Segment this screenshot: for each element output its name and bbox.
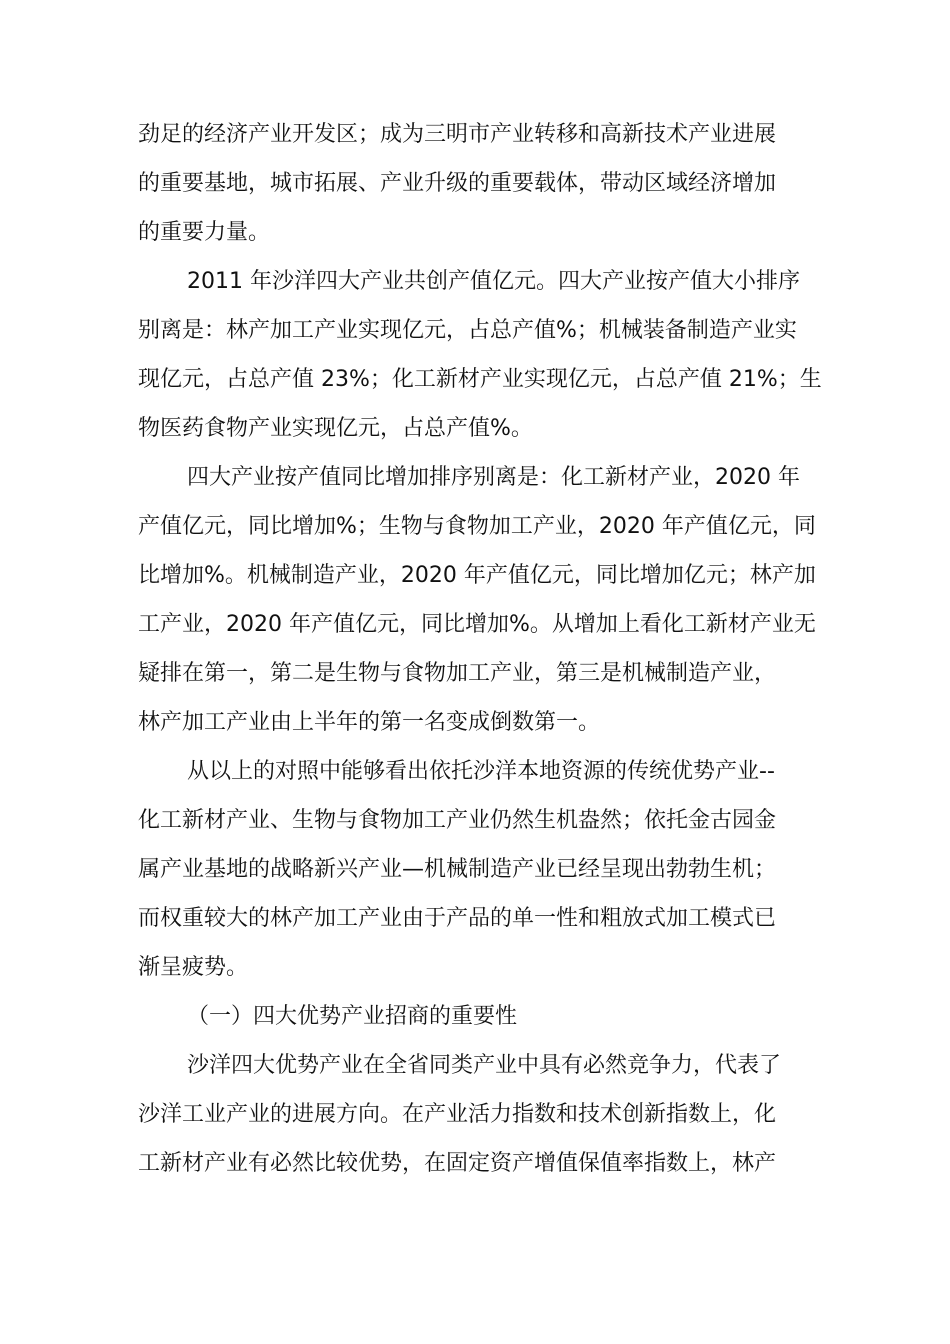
text-line: 从以上的对照中能够看出依托沙洋本地资源的传统优势产业-- bbox=[187, 759, 775, 784]
text-line: 沙洋工业产业的进展方向。在产业活力指数和技术创新指数上，化 bbox=[138, 1102, 777, 1127]
paragraph-2 bbox=[138, 257, 838, 453]
paragraph-3 bbox=[138, 453, 838, 747]
text-line: 别离是：林产加工产业实现亿元，占总产值%；机械装备制造产业实 bbox=[138, 318, 797, 343]
text-line: 工产业，2020 年产值亿元，同比增加%。从增加上看化工新材产业无 bbox=[138, 612, 816, 637]
document-body bbox=[138, 110, 838, 1188]
text-line: 产值亿元，同比增加%；生物与食物加工产业，2020 年产值亿元，同 bbox=[138, 514, 816, 539]
text-line: 林产加工产业由上半年的第一名变成倒数第一。 bbox=[138, 710, 601, 735]
text-line: 属产业基地的战略新兴产业—机械制造产业已经呈现出勃勃生机； bbox=[138, 857, 777, 882]
text-line: 2011 年沙洋四大产业共创产值亿元。四大产业按产值大小排序 bbox=[187, 269, 800, 294]
section-heading bbox=[138, 992, 838, 1041]
section-title: （一）四大优势产业招商的重要性 bbox=[187, 1004, 518, 1029]
text-line: 的重要力量。 bbox=[138, 220, 271, 245]
text-line: 现亿元，占总产值 23%；化工新材产业实现亿元，占总产值 21%；生 bbox=[138, 367, 822, 392]
paragraph-1 bbox=[138, 110, 838, 257]
paragraph-5 bbox=[138, 1041, 838, 1188]
text-line: 比增加%。机械制造产业，2020 年产值亿元，同比增加亿元；林产加 bbox=[138, 563, 816, 588]
text-line: 化工新材产业、生物与食物加工产业仍然生机盎然；依托金古园金 bbox=[138, 808, 777, 833]
text-line: 疑排在第一，第二是生物与食物加工产业，第三是机械制造产业， bbox=[138, 661, 777, 686]
text-line: 沙洋四大优势产业在全省同类产业中具有必然竞争力，代表了 bbox=[187, 1053, 782, 1078]
text-line: 而权重较大的林产加工产业由于产品的单一性和粗放式加工模式已 bbox=[138, 906, 777, 931]
text-line: 四大产业按产值同比增加排序别离是：化工新材产业，2020 年 bbox=[187, 465, 800, 490]
text-line: 工新材产业有必然比较优势，在固定资产增值保值率指数上，林产 bbox=[138, 1151, 777, 1176]
text-line: 渐呈疲势。 bbox=[138, 955, 249, 980]
text-line: 物医药食物产业实现亿元，占总产值%。 bbox=[138, 416, 533, 441]
text-line: 劲足的经济产业开发区；成为三明市产业转移和高新技术产业进展 bbox=[138, 122, 777, 147]
paragraph-4 bbox=[138, 747, 838, 992]
text-line: 的重要基地，城市拓展、产业升级的重要载体，带动区域经济增加 bbox=[138, 171, 777, 196]
